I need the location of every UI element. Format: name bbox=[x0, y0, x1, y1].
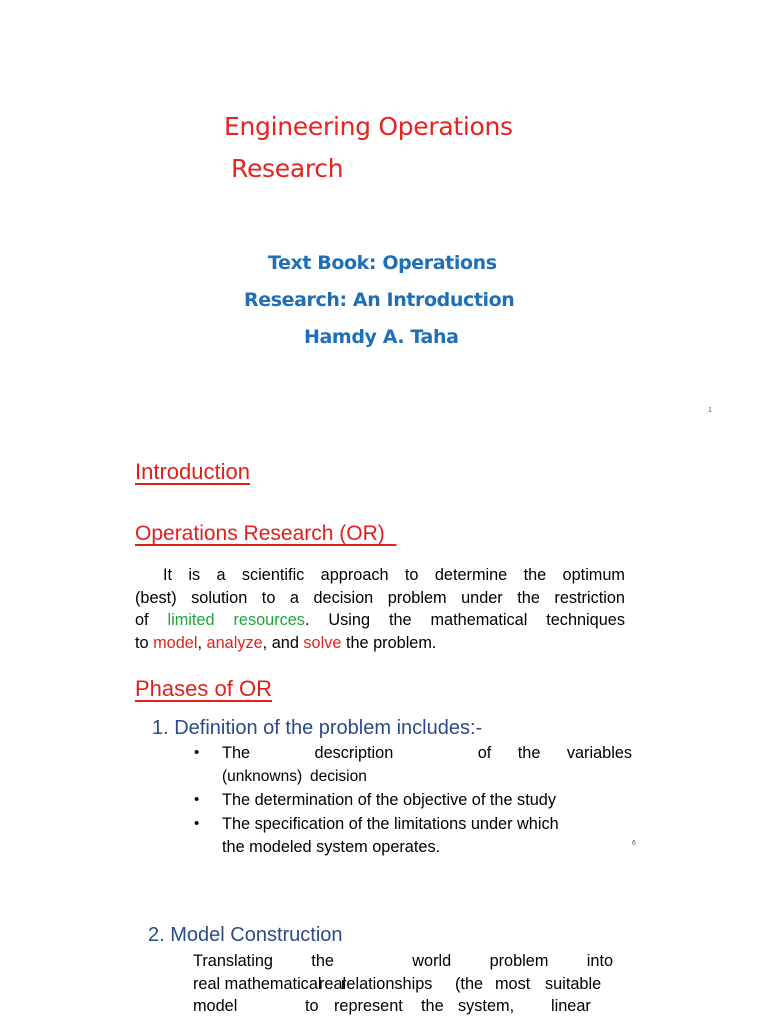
bullet-dot: • bbox=[194, 815, 200, 832]
textbook-line-2: Research: An Introduction bbox=[244, 289, 515, 311]
para-line: to model, analyze, and solve the problem. bbox=[135, 633, 437, 652]
heading-operations-research: Operations Research (OR) bbox=[135, 522, 391, 545]
analyze-highlight: analyze bbox=[206, 633, 263, 652]
heading-phases: Phases of OR bbox=[135, 676, 272, 701]
author: Hamdy A. Taha bbox=[304, 326, 459, 348]
phase1-heading: 1. Definition of the problem includes:- bbox=[152, 717, 483, 739]
solve-highlight: solve bbox=[303, 633, 342, 652]
bullet-3-line-2: the modeled system operates. bbox=[222, 838, 441, 856]
bullet-dot: • bbox=[194, 744, 200, 761]
page-number: 1 bbox=[708, 407, 712, 414]
phase2-heading: 2. Model Construction bbox=[148, 924, 343, 946]
para-line: (best) solution to a decision problem under the restriction bbox=[135, 588, 625, 607]
model-construction-paragraph bbox=[193, 950, 613, 1018]
title-line-2: Research bbox=[231, 154, 344, 183]
para-line: of limited resources. Using the mathematical techniques bbox=[135, 611, 625, 629]
bullet-1 bbox=[222, 742, 632, 788]
mc-line-1: Translating the world problem into bbox=[193, 952, 614, 970]
textbook-line-1: Text Book: Operations bbox=[268, 252, 497, 274]
bullet-1-line-2: (unknowns) decision bbox=[222, 768, 367, 785]
page-number: 6 bbox=[632, 840, 636, 847]
bullet-3-line-1: The specification of the limitations under which bbox=[222, 815, 559, 833]
heading-introduction: Introduction bbox=[135, 459, 250, 484]
limited-resources-highlight: limited resources bbox=[167, 611, 305, 629]
model-highlight: model bbox=[153, 633, 198, 652]
bullet-dot: • bbox=[194, 791, 200, 808]
mc-line-3: model to represent the system, linear bbox=[193, 997, 591, 1015]
para-line: It is a scientific approach to determine the optimum bbox=[163, 566, 625, 584]
title-line-1: Engineering Operations bbox=[224, 112, 513, 141]
bullet-2: The determination of the objective of the study bbox=[222, 791, 556, 809]
bullet-1-line-1: The description of the variables bbox=[222, 744, 633, 762]
mc-line-2: real mathematical real relationships (the most suitable bbox=[193, 974, 602, 993]
